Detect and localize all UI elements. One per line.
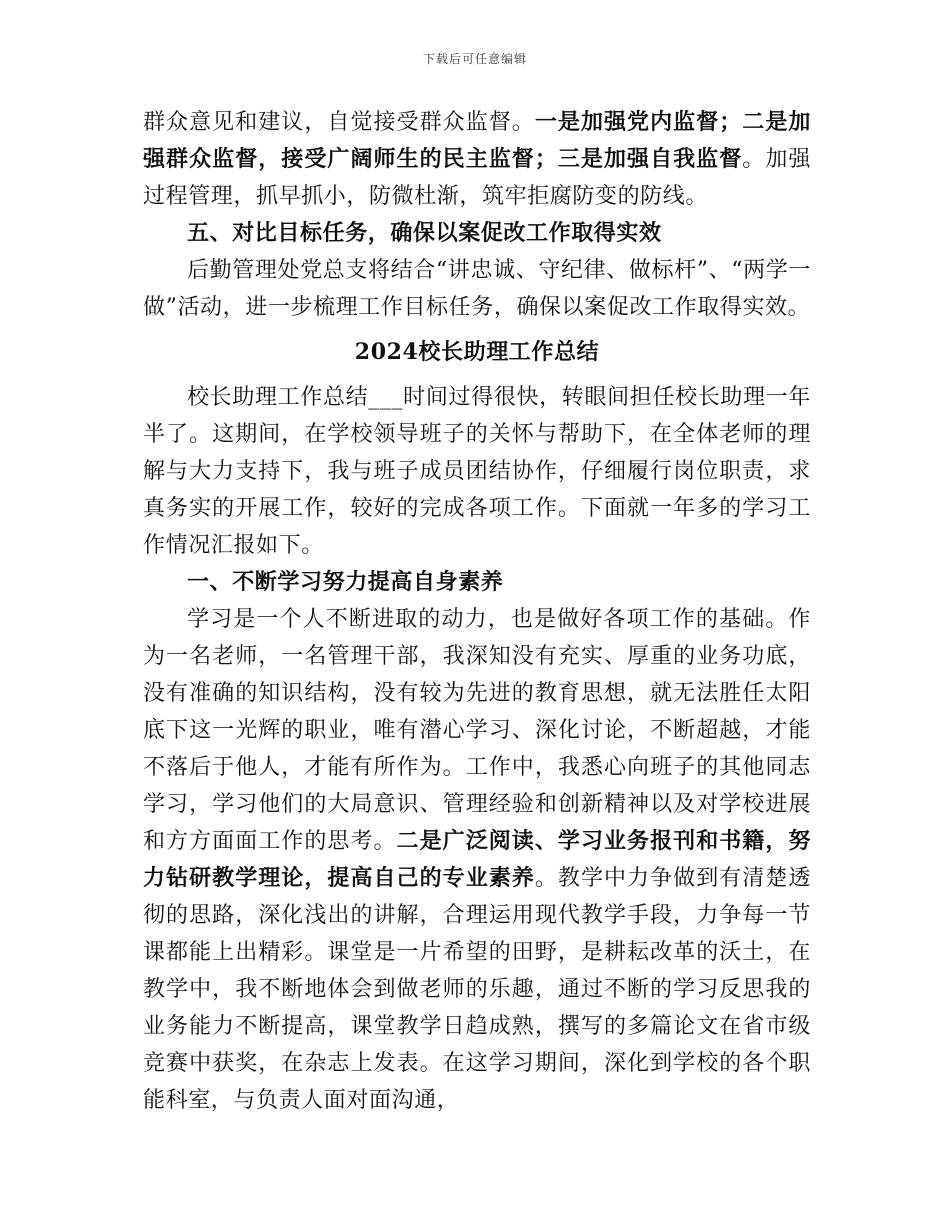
paragraph-logistics: 后勤管理处党总支将结合“讲忠诚、守纪律、做标杆”、“两学一做”活动，进一步梳理工作目标任务，确保以案促改工作取得实效。 — [143, 258, 811, 320]
paragraph-text: 。教学中力争做到有清楚透彻的思路，深化浅出的讲解，合理运用现代教学手段，力争每一节课都能上出精彩。课堂是一片希望的田野，是耕耘改革的沃土，在教学中，我不断地体会到做老师的乐趣，通过不断的学习反思我的业务能力不断提高，课堂教学日趋成熟，撰写的多篇论文在省市级竞赛中获奖，在杂志上发表。在这学习期间，深化到学校的各个职能科室，与负责人面对面沟通， — [143, 866, 812, 1113]
section-heading-1: 一、不断学习努力提高自身素养 — [187, 569, 504, 595]
paragraph-text: 群众意见和建议，自觉接受群众监督。 — [143, 110, 535, 135]
bold-emphasis: 二是广泛阅读、学习业务报刊和书籍，努力钻研教学理论，提高自己的专业素养 — [143, 828, 811, 891]
paragraph-intro: 校长助理工作总结___时间过得很快，转眼间担任校长助理一年半了。这期间，在学校领导班子的关怀与帮助下，在全体老师的理解与大力支持下，我与班子成员团结协作，仔细履行岗位职责，求真务实的开展工作，较好的完成各项工作。下面就一年多的学习工作情况汇报如下。 — [143, 385, 811, 558]
paragraph-text: 学习是一个人不断进取的动力，也是做好各项工作的基础。作为一名老师，一名管理干部，我深知没有充实、厚重的业务功底，没有准确的知识结构，没有较为先进的教育思想，就无法胜任太阳底下这一光辉的职业，唯有潜心学习、深化讨论，不断超越，才能不落后于他人，才能有所作为。工作中，我悉心向班子的其他同志学习，学习他们的大局意识、管理经验和创新精神以及对学校进展和方方面面工作的思考。 — [143, 607, 811, 854]
page-header: 下载后可任意编辑 — [422, 52, 527, 66]
section-heading-5: 五、对比目标任务，确保以案促改工作取得实效 — [187, 220, 662, 246]
paragraph-supervision — [143, 104, 811, 215]
paragraph-learning — [143, 601, 811, 1119]
paragraph-text: 。加强过程管理，抓早抓小，防微杜渐，筑牢拒腐防变的防线。 — [143, 147, 811, 209]
document-title: 2024校长助理工作总结 — [354, 339, 600, 365]
document-body — [143, 104, 811, 1119]
bold-emphasis: 一是加强党内监督；二是加强群众监督，接受广阔师生的民主监督；三是加强自我监督 — [143, 109, 812, 172]
